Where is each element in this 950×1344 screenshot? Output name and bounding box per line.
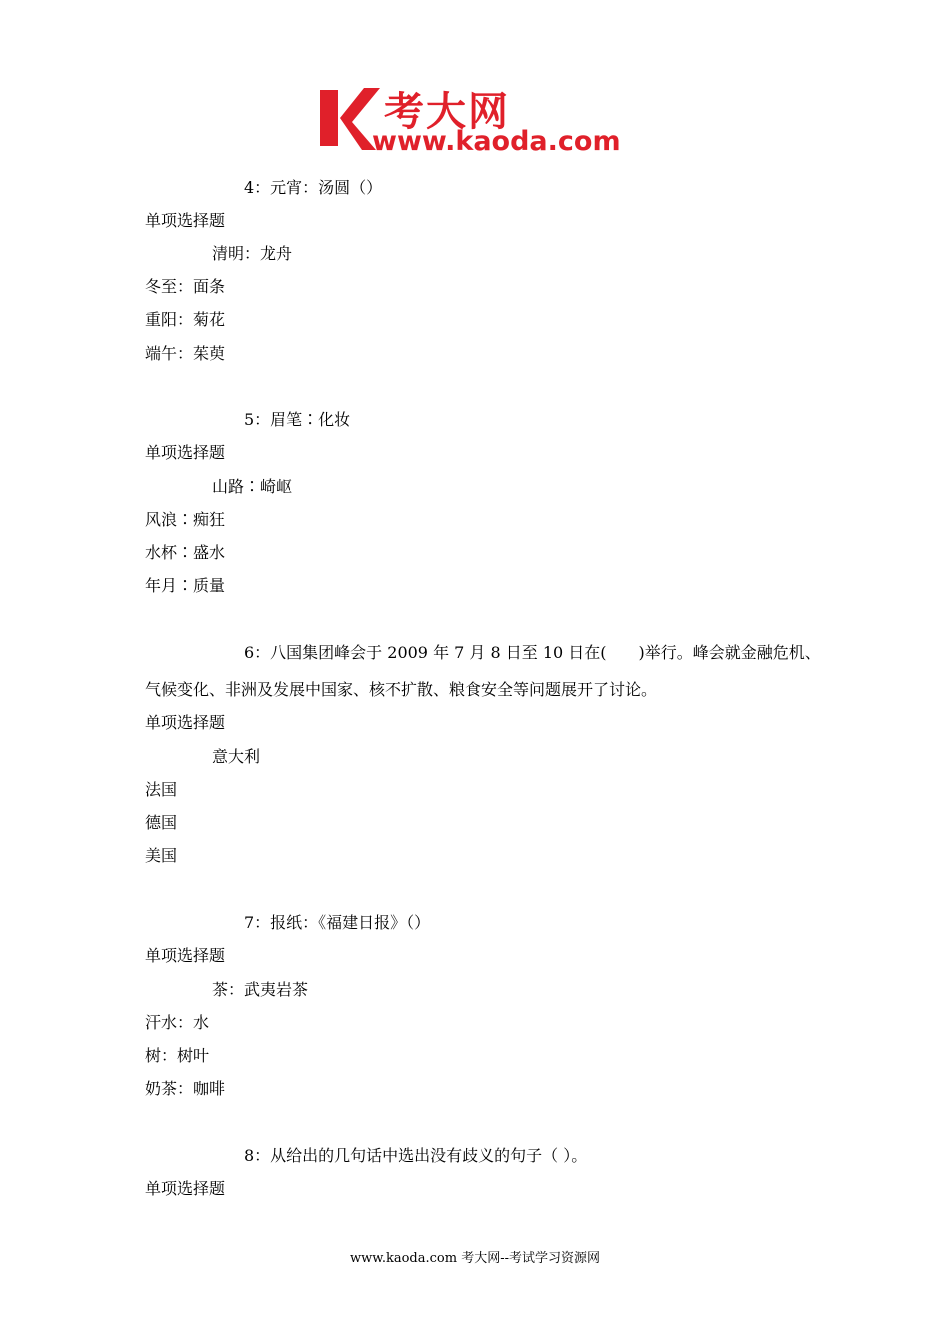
option-d: 端午：茱萸 bbox=[145, 344, 226, 363]
page-footer: www.kaoda.com 考大网--考试学习资源网 bbox=[350, 1251, 600, 1266]
question-stem: 5：眉笔∶化妆 bbox=[244, 410, 351, 429]
question-type: 单项选择题 bbox=[145, 946, 226, 965]
question-type: 单项选择题 bbox=[145, 211, 226, 230]
option-a: 意大利 bbox=[212, 747, 261, 766]
question-stem: 6：八国集团峰会于 2009 年 7 月 8 日至 10 日在( )举行。峰会就金融危机、 bbox=[244, 643, 821, 662]
option-a: 山路∶崎岖 bbox=[212, 477, 293, 496]
kaoda-logo bbox=[316, 80, 636, 162]
option-b: 冬至：面条 bbox=[145, 277, 226, 296]
option-b: 风浪∶痴狂 bbox=[145, 510, 226, 529]
k-logo-icon bbox=[318, 84, 380, 154]
option-c: 树：树叶 bbox=[145, 1046, 210, 1065]
option-a: 茶：武夷岩茶 bbox=[212, 980, 309, 999]
option-b: 汗水：水 bbox=[145, 1013, 210, 1032]
question-type: 单项选择题 bbox=[145, 713, 226, 732]
question-stem-continued: 气候变化、非洲及发展中国家、核不扩散、粮食安全等问题展开了讨论。 bbox=[145, 680, 658, 699]
question-stem: 7：报纸：《福建日报》（） bbox=[244, 913, 431, 932]
question-stem: 4：元宵：汤圆（） bbox=[244, 178, 383, 197]
question-type: 单项选择题 bbox=[145, 1179, 226, 1198]
question-type: 单项选择题 bbox=[145, 443, 226, 462]
option-b: 法国 bbox=[145, 780, 178, 799]
option-d: 奶茶：咖啡 bbox=[145, 1079, 226, 1098]
option-a: 清明：龙舟 bbox=[212, 244, 293, 263]
option-c: 重阳：菊花 bbox=[145, 310, 226, 329]
question-stem: 8：从给出的几句话中选出没有歧义的句子（ ）。 bbox=[244, 1146, 588, 1165]
logo-title: 考大网 bbox=[384, 89, 510, 135]
logo-url: www.kaoda.com bbox=[372, 126, 621, 157]
option-c: 水杯∶盛水 bbox=[145, 543, 226, 562]
option-d: 美国 bbox=[145, 846, 178, 865]
option-c: 德国 bbox=[145, 813, 178, 832]
option-d: 年月∶质量 bbox=[145, 576, 226, 595]
